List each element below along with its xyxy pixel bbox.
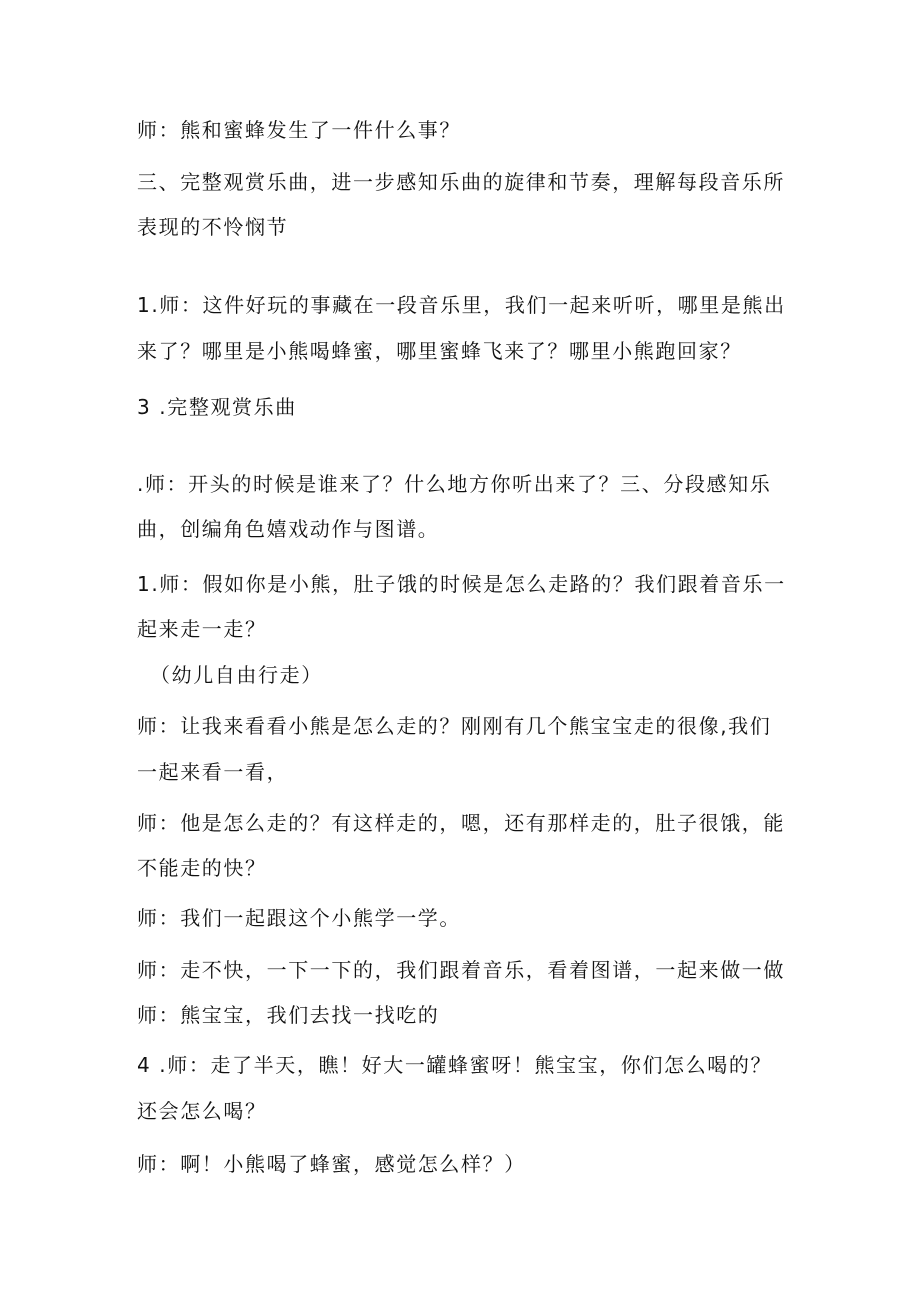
text-line: 4 .师：走了半天，瞧！好大一罐蜂蜜呀！熊宝宝，你们怎么喝的？ [137,1053,773,1077]
text-line: 师：熊宝宝，我们去找一找吃的 [137,1003,440,1027]
text-line: .师：开头的时候是谁来了？什么地方你听出来了？三、分段感知乐 [137,472,772,496]
text-line: 1.师：假如你是小熊，肚子饿的时候是怎么走路的？我们跟着音乐一 [137,572,786,596]
text-line: 曲，创编角色嬉戏动作与图谱。 [137,517,440,541]
text-line: 1.师：这件好玩的事藏在一段音乐里，我们一起来听听，哪里是熊出 [137,293,786,317]
section-heading: 三、完整观赏乐曲，进一步感知乐曲的旋律和节奏，理解每段音乐所 [137,170,785,194]
text-line: 师：让我来看看小熊是怎么走的？刚刚有几个熊宝宝走的很像,我们 [137,714,772,738]
text-line: 师：他是怎么走的？有这样走的，嗯，还有那样走的，肚子很饿，能 [137,811,785,835]
text-line: 起来走一走？ [137,617,267,641]
text-line: 师：啊！小熊喝了蜂蜜，感觉怎么样？） [137,1152,526,1176]
text-line: 师：熊和蜜蜂发生了一件什么事？ [137,118,461,142]
text-line: 表现的不怜悯节 [137,215,289,239]
text-line: 来了？哪里是小熊喝蜂蜜，哪里蜜蜂飞来了？哪里小熊跑回家？ [137,339,742,363]
subheading: 3 .完整观赏乐曲 [137,395,297,419]
text-line: （幼儿自由行走） [150,663,323,687]
text-line: 师：我们一起跟这个小熊学一学。 [137,906,461,930]
text-line: 师：走不快，一下一下的，我们跟着音乐，看着图谱，一起来做一做 [137,958,785,982]
text-line: 不能走的快？ [137,856,267,880]
text-line: 一起来看一看， [137,760,289,784]
text-line: 还会怎么喝？ [137,1099,267,1123]
